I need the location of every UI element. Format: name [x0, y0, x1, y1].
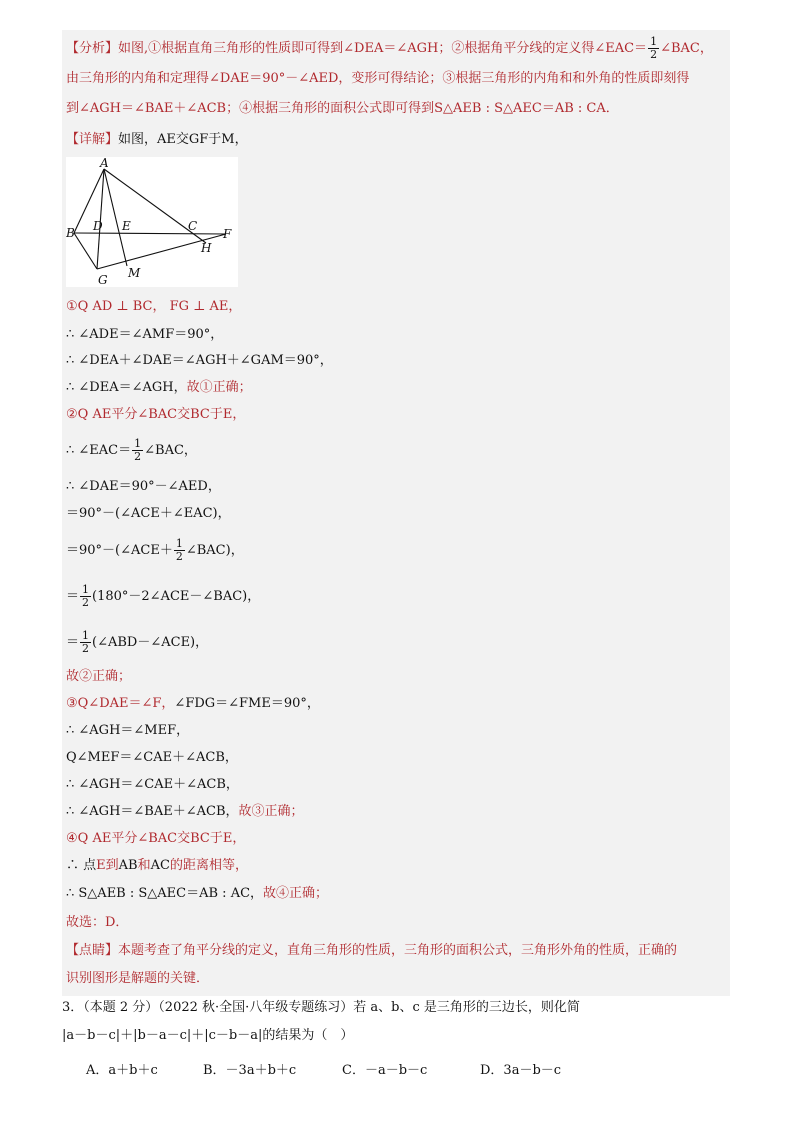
comment-tag: 【点睛】 — [66, 943, 119, 958]
label-d: D — [93, 219, 103, 233]
step-20: ∴ S△AEB : S△AEC＝AB : AC，故④正确； — [66, 886, 329, 901]
comment-line-2: 识别图形是解题的关键． — [66, 971, 210, 986]
fraction: $\frac{1}{2}$ — [650, 35, 658, 61]
step-12: 故②正确； — [66, 669, 132, 684]
triangle-diagram — [66, 157, 238, 287]
label-m: M — [128, 266, 141, 280]
detail-tag: 【详解】 — [66, 132, 119, 147]
analysis-line-1: 【分析】如图,①根据直角三角形的性质即可得到∠DEA＝∠AGH；②根据角平分线的定义得∠EAC＝ $\frac{1}{2}$ ∠BAC， — [66, 35, 713, 61]
step-9: ＝90°－(∠ACE＋ $\frac{1}{2}$ ∠BAC)， — [66, 537, 244, 563]
step-15: Q∠MEF＝∠CAE＋∠ACB， — [66, 750, 238, 765]
step-14: ∴ ∠AGH＝∠MEF， — [66, 723, 190, 738]
step-19: ∴ 点E到AB和AC的距离相等， — [66, 858, 248, 873]
label-c: C — [188, 219, 198, 233]
step-2: ∴ ∠ADE＝∠AMF＝90°， — [66, 327, 224, 342]
detail-heading: 【详解】如图，AE交GF于M， — [66, 132, 248, 147]
step-21: 故选：D． — [66, 915, 129, 930]
step-8: ＝90°－(∠ACE＋∠EAC)， — [66, 506, 231, 521]
label-e: E — [122, 219, 131, 233]
label-a: A — [100, 157, 109, 170]
step-13: ③Q∠DAE＝∠F，∠FDG＝∠FME＝90°， — [66, 696, 320, 711]
question-3-expression: |a－b－c|＋|b－a－c|＋|c－b－a|的结果为（ ） — [62, 1028, 354, 1043]
geometry-figure — [66, 157, 238, 287]
choice-c[interactable]: C．－a－b－c — [342, 1063, 428, 1078]
step-3: ∴ ∠DEA＋∠DAE＝∠AGH＋∠GAM＝90°， — [66, 353, 333, 368]
step-11: ＝ $\frac{1}{2}$ (∠ABD－∠ACE)， — [66, 629, 209, 655]
question-3-stem: 3．（本题 2 分）（2022 秋·全国·八年级专题练习）若 a、b、c 是三角形的三边长，则化简 — [62, 1000, 580, 1015]
choice-b[interactable]: B．－3a＋b＋c — [203, 1063, 297, 1078]
label-b: B — [66, 226, 75, 240]
step-10: ＝ $\frac{1}{2}$ (180°－2∠ACE－∠BAC)， — [66, 583, 261, 609]
choice-d[interactable]: D．3a－b－c — [480, 1063, 562, 1078]
fraction: $\frac{1}{2}$ — [82, 583, 90, 609]
step-4: ∴ ∠DEA＝∠AGH，故①正确； — [66, 380, 252, 395]
label-g: G — [98, 273, 108, 287]
step-7: ∴ ∠DAE＝90°－∠AED， — [66, 479, 221, 494]
fraction: $\frac{1}{2}$ — [82, 629, 90, 655]
step-1: ①Q AD ⊥ BC， FG ⊥ AE， — [66, 299, 242, 314]
analysis-line-2: 由三角形的内角和定理得∠DAE＝90°－∠AED，变形可得结论；③根据三角形的内角和和外角的性质即刻得 — [66, 71, 690, 86]
step-18: ④Q AE平分∠BAC交BC于E， — [66, 831, 246, 846]
fraction: $\frac{1}{2}$ — [134, 437, 142, 463]
label-h: H — [201, 241, 212, 255]
label-f: F — [223, 227, 232, 241]
step-17: ∴ ∠AGH＝∠BAE＋∠ACB，故③正确； — [66, 804, 304, 819]
step-5: ②Q AE平分∠BAC交BC于E， — [66, 407, 246, 422]
fraction: $\frac{1}{2}$ — [175, 537, 183, 563]
step-16: ∴ ∠AGH＝∠CAE＋∠ACB， — [66, 777, 239, 792]
analysis-line-3: 到∠AGH＝∠BAE＋∠ACB；④根据三角形的面积公式即可得到S△AEB : S△AEC＝AB : CA． — [66, 101, 619, 116]
choice-a[interactable]: A．a＋b＋c — [86, 1063, 158, 1078]
comment-line-1: 【点睛】本题考查了角平分线的定义，直角三角形的性质，三角形的面积公式，三角形外角的性质，正确的 — [66, 943, 678, 958]
analysis-tag: 【分析】 — [66, 41, 119, 56]
step-6: ∴ ∠EAC＝ $\frac{1}{2}$ ∠BAC， — [66, 437, 197, 463]
